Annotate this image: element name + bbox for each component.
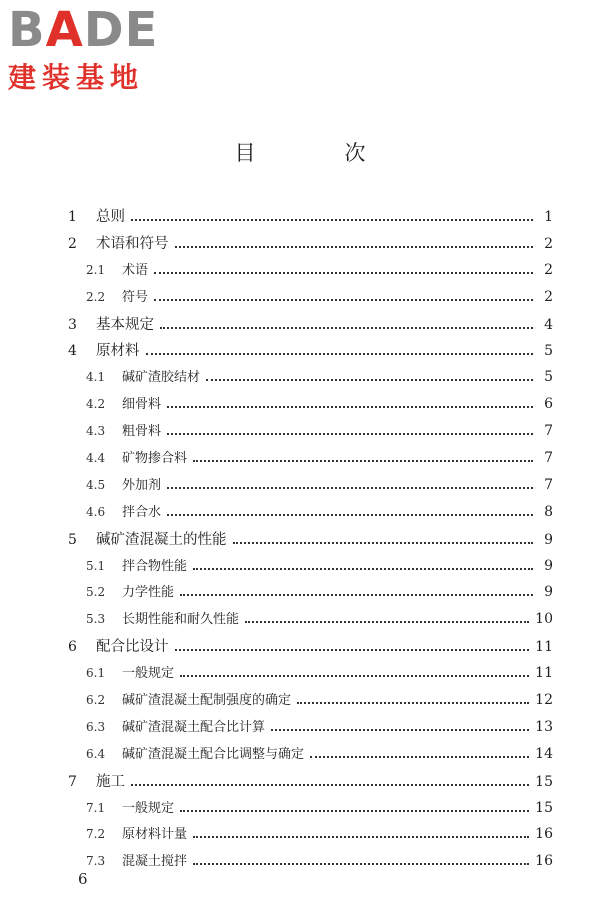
toc-entry-page: 10 xyxy=(535,611,553,628)
toc-section-entry[interactable] xyxy=(60,447,553,474)
toc-dot-leader xyxy=(167,406,533,408)
toc-entry-page: 7 xyxy=(544,450,553,467)
toc-entry-page: 6 xyxy=(544,396,553,413)
toc-entry-label: 力学性能 xyxy=(122,585,175,601)
toc-entry-number: 3 xyxy=(68,316,77,333)
toc-entry-label: 碱矿渣混凝土配合比计算 xyxy=(122,719,266,735)
toc-entry-page: 7 xyxy=(544,476,553,493)
toc-entry-number: 4.2 xyxy=(86,397,106,412)
toc-entry-number: 6.2 xyxy=(86,693,106,708)
toc-dot-leader xyxy=(310,756,529,758)
toc-entry-label: 拌合水 xyxy=(122,504,162,520)
toc-chapter-entry[interactable] xyxy=(60,770,553,797)
toc-entry-label: 术语 xyxy=(122,262,149,278)
toc-entry-label: 基本规定 xyxy=(96,316,154,333)
toc-dot-leader xyxy=(167,487,533,489)
toc-dot-leader xyxy=(206,379,533,381)
toc-entry-page: 1 xyxy=(544,209,553,225)
logo-wordmark xyxy=(8,2,178,58)
toc-entry-number: 7 xyxy=(68,773,77,790)
toc-entry-page: 16 xyxy=(535,826,553,843)
toc-chapter-entry[interactable] xyxy=(60,205,553,232)
toc-entry-number: 7.1 xyxy=(86,800,106,815)
toc-entry-page: 16 xyxy=(535,853,553,870)
toc-entry-number: 5 xyxy=(68,531,77,548)
toc-section-entry[interactable] xyxy=(60,823,553,850)
toc-section-entry[interactable] xyxy=(60,393,553,420)
toc-dot-leader xyxy=(180,594,533,596)
toc-entry-number: 6.3 xyxy=(86,719,106,734)
toc-entry-label: 长期性能和耐久性能 xyxy=(122,612,240,628)
toc-dot-leader xyxy=(167,514,533,516)
logo-letter-b: B xyxy=(8,2,46,58)
logo-letter-a: A xyxy=(45,2,84,58)
toc-entry-label: 碱矿渣胶结材 xyxy=(122,370,201,386)
toc-dot-leader xyxy=(245,621,529,623)
toc-section-entry[interactable] xyxy=(60,286,553,313)
toc-entry-page: 5 xyxy=(544,343,553,360)
toc-dot-leader xyxy=(154,299,533,301)
toc-section-entry[interactable] xyxy=(60,501,553,528)
toc-entry-page: 8 xyxy=(544,503,553,520)
toc-entry-number: 5.3 xyxy=(86,612,106,627)
toc-dot-leader xyxy=(193,863,529,865)
toc-section-entry[interactable] xyxy=(60,608,553,635)
toc-entry-label: 外加剂 xyxy=(122,477,162,493)
toc-entry-page: 2 xyxy=(544,261,553,278)
toc-entry-label: 碱矿渣混凝土配制强度的确定 xyxy=(122,693,292,709)
toc-entry-label: 细骨料 xyxy=(122,397,162,413)
toc-entry-number: 5.1 xyxy=(86,558,106,573)
toc-entry-number: 4.6 xyxy=(86,504,106,519)
toc-entry-number: 7.3 xyxy=(86,854,106,869)
toc-section-entry[interactable] xyxy=(60,662,553,689)
logo-chinese: 建装基地 xyxy=(8,61,145,94)
toc-dot-leader xyxy=(154,272,533,274)
toc-section-entry[interactable] xyxy=(60,474,553,501)
toc-dot-leader xyxy=(193,460,533,462)
toc-dot-leader xyxy=(175,246,534,248)
toc-entry-page: 11 xyxy=(535,639,553,656)
toc-chapter-entry[interactable] xyxy=(60,339,553,366)
toc-entry-number: 4.1 xyxy=(86,370,106,385)
toc-dot-leader xyxy=(167,433,533,435)
page-title: 目 次 xyxy=(234,141,400,165)
toc-entry-page: 11 xyxy=(535,665,553,682)
toc-dot-leader xyxy=(160,327,533,329)
toc-entry-page: 14 xyxy=(535,745,553,762)
toc-entry-number: 2 xyxy=(68,235,77,252)
toc-entry-page: 9 xyxy=(544,584,553,601)
toc-entry-label: 混凝土搅拌 xyxy=(122,854,188,870)
toc-entry-page: 5 xyxy=(544,369,553,386)
toc-dot-leader xyxy=(297,702,529,704)
toc-entry-page: 9 xyxy=(544,531,553,548)
toc-entry-number: 6.1 xyxy=(86,666,106,681)
toc-section-entry[interactable] xyxy=(60,420,553,447)
toc-chapter-entry[interactable] xyxy=(60,635,553,662)
toc-entry-page: 15 xyxy=(535,773,553,790)
toc-section-entry[interactable] xyxy=(60,259,553,286)
toc-section-entry[interactable] xyxy=(60,743,553,770)
toc-entry-label: 碱矿渣混凝土配合比调整与确定 xyxy=(122,746,305,762)
toc-entry-number: 1 xyxy=(68,209,77,225)
toc-entry-number: 6.4 xyxy=(86,746,106,761)
page-number: 6 xyxy=(78,870,88,888)
toc-entry-page: 9 xyxy=(544,557,553,574)
logo xyxy=(8,2,178,94)
toc-dot-leader xyxy=(233,542,534,544)
toc-entry-label: 碱矿渣混凝土的性能 xyxy=(96,531,227,548)
toc-section-entry[interactable] xyxy=(60,716,553,743)
toc-entry-number: 2.1 xyxy=(86,262,106,277)
toc-section-entry[interactable] xyxy=(60,850,553,877)
table-of-contents xyxy=(60,205,553,877)
toc-entry-label: 原材料 xyxy=(96,343,140,360)
toc-entry-page: 15 xyxy=(535,799,553,816)
toc-entry-label: 总则 xyxy=(96,209,125,225)
toc-dot-leader xyxy=(131,219,533,221)
toc-entry-label: 术语和符号 xyxy=(96,235,169,252)
toc-dot-leader xyxy=(193,568,533,570)
toc-entry-label: 一般规定 xyxy=(122,800,175,816)
toc-section-entry[interactable] xyxy=(60,689,553,716)
toc-entry-page: 12 xyxy=(535,692,553,709)
toc-entry-number: 7.2 xyxy=(86,827,106,842)
toc-section-entry[interactable] xyxy=(60,581,553,608)
toc-entry-number: 4.5 xyxy=(86,477,106,492)
logo-letters-de: DE xyxy=(83,2,159,58)
toc-dot-leader xyxy=(175,649,530,651)
toc-dot-leader xyxy=(193,836,529,838)
toc-entry-page: 2 xyxy=(544,288,553,305)
toc-entry-number: 4.4 xyxy=(86,451,106,466)
toc-dot-leader xyxy=(271,729,529,731)
toc-dot-leader xyxy=(180,810,529,812)
toc-dot-leader xyxy=(146,353,534,355)
toc-entry-number: 6 xyxy=(68,639,77,656)
toc-chapter-entry[interactable] xyxy=(60,313,553,340)
toc-entry-label: 原材料计量 xyxy=(122,827,188,843)
toc-entry-label: 矿物掺合料 xyxy=(122,451,188,467)
toc-entry-number: 5.2 xyxy=(86,585,106,600)
toc-dot-leader xyxy=(131,784,529,786)
toc-dot-leader xyxy=(180,675,529,677)
toc-chapter-entry[interactable] xyxy=(60,232,553,259)
toc-entry-number: 4 xyxy=(68,343,77,360)
toc-entry-label: 一般规定 xyxy=(122,666,175,682)
toc-entry-label: 符号 xyxy=(122,289,149,305)
toc-chapter-entry[interactable] xyxy=(60,528,553,555)
toc-entry-page: 4 xyxy=(544,316,553,333)
toc-entry-number: 4.3 xyxy=(86,424,106,439)
toc-entry-number: 2.2 xyxy=(86,289,106,304)
toc-entry-label: 粗骨料 xyxy=(122,424,162,440)
toc-entry-label: 拌合物性能 xyxy=(122,558,188,574)
toc-entry-page: 13 xyxy=(535,718,553,735)
toc-entry-label: 配合比设计 xyxy=(96,639,169,656)
toc-entry-page: 2 xyxy=(544,235,553,252)
toc-entry-page: 7 xyxy=(544,423,553,440)
toc-section-entry[interactable] xyxy=(60,797,553,824)
toc-entry-label: 施工 xyxy=(96,773,125,790)
toc-section-entry[interactable] xyxy=(60,366,553,393)
toc-section-entry[interactable] xyxy=(60,555,553,582)
